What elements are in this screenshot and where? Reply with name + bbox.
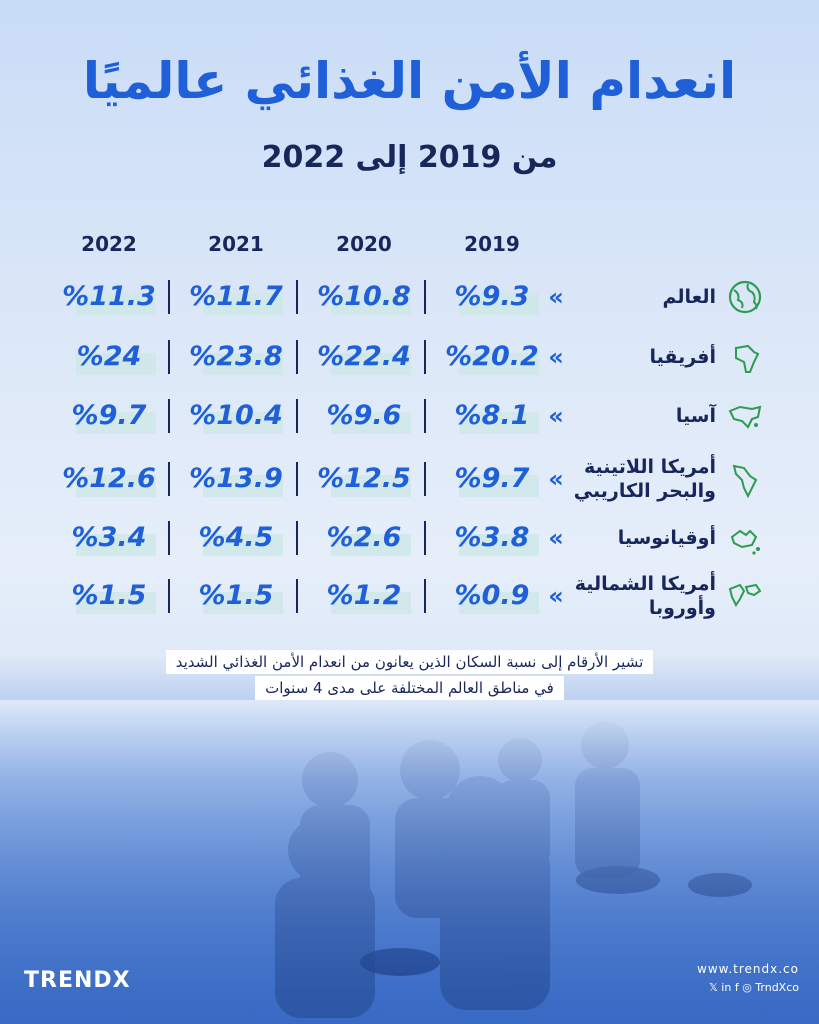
page-subtitle: من 2019 إلى 2022 — [261, 140, 558, 175]
column-separator — [424, 280, 426, 314]
region-label: آسيا — [675, 405, 716, 427]
value-cell: %24 — [76, 341, 142, 372]
value-cell: %11.3 — [62, 281, 156, 312]
value-cell: %13.9 — [189, 463, 283, 494]
value-cell: %9.7 — [71, 400, 147, 431]
asia-map-icon — [726, 397, 764, 435]
oceania-map-icon — [726, 519, 764, 557]
column-separator — [168, 579, 170, 613]
year-header-2020: 2020 — [336, 232, 392, 256]
value-cell: %12.5 — [317, 463, 411, 494]
value-cell: %1.2 — [326, 580, 402, 611]
region-label: أمريكا الشمالية وأوروبا — [574, 573, 716, 619]
value-cell: %23.8 — [189, 341, 283, 372]
value-cell: %10.4 — [189, 400, 283, 431]
value-cell: %20.2 — [445, 341, 539, 372]
column-separator — [424, 462, 426, 496]
value-cell: %12.6 — [62, 463, 156, 494]
chevron-icon: « — [548, 524, 564, 552]
column-separator — [424, 579, 426, 613]
value-cell: %2.6 — [326, 522, 402, 553]
column-separator — [168, 399, 170, 433]
column-separator — [168, 340, 170, 374]
north-america-europe-map-icon — [726, 577, 764, 615]
chevron-icon: « — [548, 582, 564, 610]
year-header-2021: 2021 — [208, 232, 264, 256]
column-separator — [424, 340, 426, 374]
region-label: أفريقيا — [649, 346, 716, 368]
value-cell: %9.3 — [454, 281, 530, 312]
column-separator — [296, 340, 298, 374]
column-separator — [168, 521, 170, 555]
column-separator — [296, 521, 298, 555]
africa-map-icon — [726, 338, 764, 376]
year-header-2022: 2022 — [81, 232, 137, 256]
column-separator — [296, 462, 298, 496]
column-separator — [296, 579, 298, 613]
value-cell: %4.5 — [198, 522, 274, 553]
value-cell: %8.1 — [454, 400, 530, 431]
region-label: أوقيانوسيا — [617, 527, 716, 549]
column-separator — [168, 462, 170, 496]
column-separator — [168, 280, 170, 314]
year-header-2019: 2019 — [464, 232, 520, 256]
chevron-icon: « — [548, 465, 564, 493]
column-separator — [424, 521, 426, 555]
value-cell: %9.7 — [454, 463, 530, 494]
value-cell: %1.5 — [198, 580, 274, 611]
latin-america-map-icon — [726, 460, 764, 498]
column-separator — [296, 399, 298, 433]
chevron-icon: « — [548, 343, 564, 371]
value-cell: %22.4 — [317, 341, 411, 372]
column-separator — [296, 280, 298, 314]
value-cell: %10.8 — [317, 281, 411, 312]
page-title: انعدام الأمن الغذائي عالميًا — [82, 52, 737, 110]
value-cell: %11.7 — [189, 281, 283, 312]
trendx-logo: TRENDX — [24, 968, 131, 993]
column-separator — [424, 399, 426, 433]
globe-icon — [726, 278, 764, 316]
social-handles: 𝕏 in f ◎ TrndXco — [708, 981, 799, 994]
value-cell: %0.9 — [454, 580, 530, 611]
chevron-icon: « — [548, 283, 564, 311]
footnote-line-1: تشير الأرقام إلى نسبة السكان الذين يعانون من انعدام الأمن الغذائي الشديد — [0, 650, 819, 674]
value-cell: %9.6 — [326, 400, 402, 431]
region-label: العالم — [662, 286, 716, 308]
region-label: أمريكا اللاتينية والبحر الكاريبي — [573, 456, 716, 502]
value-cell: %1.5 — [71, 580, 147, 611]
value-cell: %3.4 — [71, 522, 147, 553]
footnote-line-2: في مناطق العالم المختلفة على مدى 4 سنوات — [0, 676, 819, 700]
website-url: www.trendx.co — [697, 962, 799, 976]
chevron-icon: « — [548, 402, 564, 430]
value-cell: %3.8 — [454, 522, 530, 553]
